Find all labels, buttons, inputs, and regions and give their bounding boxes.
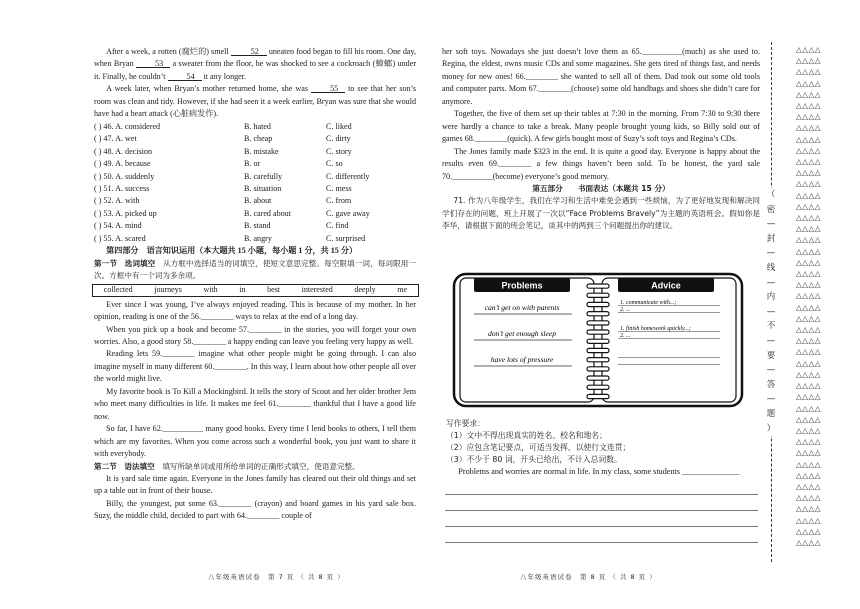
option-c[interactable]: C. dirty [326, 134, 351, 144]
seal-char: （ [766, 190, 776, 200]
writing-opening-sentence: Problems and worries are normal in life. In my class, some students ______________ [458, 467, 740, 476]
triangle-row: △△△△ [796, 235, 822, 245]
seal-char: — [766, 219, 776, 230]
option-b[interactable]: B. situation [244, 183, 282, 193]
seal-char: 题 [766, 408, 776, 419]
blank-number: 53 [155, 59, 164, 69]
seal-char: 不 [766, 321, 776, 332]
blank-number: 54 [186, 71, 195, 81]
seal-char: — [766, 277, 776, 288]
option-c[interactable]: C. surprised [326, 233, 366, 243]
option-b[interactable]: B. hated [244, 121, 271, 131]
option-a[interactable]: A. with [115, 196, 140, 206]
seal-char: 密 [766, 204, 776, 215]
option-a[interactable]: A. picked up [115, 208, 157, 218]
blank-52[interactable] [231, 46, 267, 56]
triangle-row: △△△△ [796, 112, 822, 122]
option-cell [94, 233, 244, 245]
triangle-row: △△△△ [796, 45, 822, 54]
option-row [94, 183, 416, 195]
option-a[interactable]: A. considered [115, 121, 161, 131]
right-page [442, 46, 760, 233]
word-box-item: collected [103, 284, 133, 294]
option-c[interactable]: C. differently [326, 171, 370, 181]
spiral-ring [587, 376, 609, 380]
yard-sale-paragraph-2: Billy, the youngest, put some 63.________ (crayon) and board games in his yard sale box. Suzy, the middle child, decided to part with 64.________ couple of [94, 498, 416, 521]
triangle-row: △△△△ [796, 123, 822, 133]
option-row [94, 208, 416, 220]
option-cell [94, 171, 244, 183]
option-cell [94, 208, 244, 220]
option-a[interactable]: A. because [115, 159, 151, 169]
option-a[interactable]: A. decision [115, 146, 153, 156]
section1-instructions: 从方框中选择适当的词填空，使短文意思完整。每空限填一词，每词限用一次。方框中有一个词为多余项。 [94, 258, 417, 281]
option-row [94, 158, 416, 170]
option-b[interactable]: B. mistake [244, 146, 279, 156]
seal-char: 线 [766, 262, 776, 273]
answer-line-2[interactable] [445, 510, 758, 511]
triangle-row: △△△△ [796, 515, 822, 525]
seal-char: — [766, 365, 776, 376]
advice-item: 1. finish homework quickly...; [620, 326, 691, 332]
seal-char: 封 [766, 233, 776, 244]
answer-line-4[interactable] [445, 542, 758, 543]
triangle-row: △△△△ [796, 358, 822, 368]
triangle-row: △△△△ [796, 179, 822, 189]
question-71: 71. 作为八年级学生，我们在学习和生活中难免会遇到一些烦恼，为了更好地发现和解决同学们存在的问题，班上开展了一次以“Face Problems Bravely”为主题的英语班会。假如你是李华，请根据下面的班会笔记，谈其中的两到三个问题提出你的建议。 [442, 196, 760, 231]
triangle-row: △△△△ [796, 392, 822, 402]
triangle-row: △△△△ [796, 325, 822, 335]
triangle-row: △△△△ [796, 157, 822, 167]
yard-sale-paragraph-5: The Jones family made $323 in the end. It is quite a good day. Everyone is happy about the results even 69.________ a few things haven’t been sold. To be honest, the yard sale 70.__________(become) everyone’s good memory. [442, 146, 760, 181]
triangle-row: △△△△ [796, 448, 822, 458]
requirements-title: 写作要求： [446, 419, 485, 428]
option-a[interactable]: A. suddenly [115, 171, 155, 181]
question-number: ( ) 47. [94, 134, 114, 144]
spiral-ring [587, 284, 609, 288]
triangle-row: △△△△ [796, 369, 822, 379]
yard-sale-paragraph-3: her soft toys. Nowadays she just doesn’t love them as 65.__________(much) as she used to. Regina, the eldest, owns music CDs and some magazines. She gets tired of things fast, and needs money for new ones! 66.________ she wanted to sell all of them. Dad took out some old tools and computer parts. Mom 67.________(choose) some old handbags and shoes she didn’t care for anymore. [442, 47, 760, 106]
option-cell [94, 220, 244, 232]
option-a[interactable]: A. scared [115, 233, 146, 243]
word-box-item: with [203, 284, 218, 294]
page-footer-left: 八年级英语试卷 第 7 页 （ 共 8 页 ） [208, 573, 345, 581]
option-row [94, 195, 416, 207]
spiral-ring [587, 348, 609, 352]
triangle-row: △△△△ [796, 414, 822, 424]
blank-number: 52 [250, 47, 259, 56]
triangle-row: △△△△ [796, 481, 822, 491]
seal-char: — [766, 306, 776, 317]
question-number: ( ) 50. [94, 171, 114, 181]
requirement-1: （1）文中不得出现真实的姓名、校名和地名； [446, 431, 607, 440]
question-number: ( ) 48. [94, 146, 114, 156]
spiral-ring [587, 367, 609, 371]
text: to see that her son’s room was clean and tidy. However, if she had seen it a week earlier, Bryan was sure that she would have had a heart attack (心脏病发作). [94, 84, 416, 119]
triangle-row: △△△△ [796, 168, 822, 178]
answer-line-1[interactable] [445, 494, 758, 495]
answer-line-3[interactable] [445, 526, 758, 527]
reading-paragraph-4: My favorite book is To Kill a Mockingbird. It tells the story of Scout and her older brother Jem who meet many difficulties in life. It makes me feel 61.________ thankful that I have a good life now. [94, 386, 416, 421]
option-cell [94, 183, 244, 195]
seal-char: — [766, 394, 776, 405]
option-b[interactable]: B. or [244, 159, 261, 169]
spiral-ring [587, 330, 609, 334]
advice-item: 2. ... [620, 333, 631, 339]
triangle-row: △△△△ [796, 56, 822, 66]
blank-number: 55 [330, 84, 339, 94]
word-box-item: deeply [354, 284, 376, 294]
question-number: ( ) 55. [94, 233, 114, 243]
triangle-row: △△△△ [796, 78, 822, 88]
option-c[interactable]: C. story [326, 146, 352, 156]
word-box [92, 284, 419, 297]
option-b[interactable]: B. stand [244, 221, 271, 231]
triangle-row: △△△△ [796, 145, 822, 155]
cloze-paragraph-2 [94, 83, 416, 120]
multiple-choice-options [94, 121, 416, 246]
yard-sale-paragraph-1: It is yard sale time again. Everyone in the Jones family has cleared out their old things and set up a table out in front of their house. [94, 473, 416, 496]
word-box-item: best [267, 284, 281, 294]
question-number: ( ) 49. [94, 159, 114, 169]
option-row [94, 220, 416, 232]
text: uneaten food began to fill his room. One day, when Bryan [94, 47, 416, 69]
left-page [94, 46, 416, 523]
triangle-row: △△△△ [796, 347, 822, 357]
option-row [94, 121, 416, 133]
part5-title: 第五部分 书面表达（本题共 15 分） [532, 183, 670, 193]
option-row [94, 146, 416, 158]
option-c[interactable]: C. liked [326, 121, 352, 131]
advice-item: 2. ... [620, 307, 631, 313]
problem-item: have lots of pressure [490, 355, 554, 364]
option-cell [94, 121, 244, 133]
advice-item: 1. communicate with...; [620, 300, 677, 306]
text: After a week, a rotten (腐烂的) smell [106, 47, 231, 56]
spiral-ring [587, 312, 609, 316]
section2-heading [94, 461, 416, 473]
seal-line-notice [763, 188, 779, 436]
option-cell [94, 158, 244, 170]
triangle-row: △△△△ [796, 280, 822, 290]
option-c[interactable]: C. so [326, 159, 343, 169]
option-cell [94, 195, 244, 207]
seal-char: 答 [766, 379, 776, 390]
page-footer-right: 八年级英语试卷 第 8 页 （ 共 8 页 ） [520, 573, 657, 581]
seal-char: — [766, 335, 776, 346]
text: it any longer. [201, 71, 247, 81]
section2-instructions: 填写所缺单词或用所给单词的正确形式填空，使语意完整。 [162, 461, 360, 471]
triangle-row: △△△△ [796, 381, 822, 391]
advice-title: Advice [651, 280, 681, 291]
word-box-item: me [397, 284, 408, 294]
option-b[interactable]: B. cared about [244, 208, 291, 218]
spiral-ring [587, 321, 609, 325]
triangle-row: △△△△ [796, 493, 822, 503]
option-cell [94, 133, 244, 145]
section2-title: 第二节 语法填空 [94, 461, 155, 471]
option-a[interactable]: A. success [115, 183, 150, 193]
problem-item: can’t get on with parents [484, 303, 560, 312]
triangle-row: △△△△ [796, 537, 822, 547]
seal-char: ） [766, 423, 776, 434]
triangle-row: △△△△ [796, 403, 822, 413]
option-row [94, 233, 416, 245]
option-cell [94, 146, 244, 158]
triangle-row: △△△△ [796, 313, 822, 323]
triangle-row: △△△△ [796, 425, 822, 435]
option-row [94, 171, 416, 183]
triangle-row: △△△△ [796, 67, 822, 77]
question-number: ( ) 52. [94, 196, 114, 206]
problems-title: Problems [501, 280, 543, 291]
part4-title: 第四部分 语言知识运用（本大题共 15 小题，每小题 1 分，共 15 分） [106, 246, 358, 256]
blank-55[interactable] [311, 83, 345, 93]
requirement-3: （3）不少于 80 词，开头已给出，不计入总词数。 [446, 455, 622, 464]
yard-sale-paragraph-4: Together, the five of them set up their tables at 7:30 in the morning. From 7:30 to 9:30 there were hardly a chance to take a break. Many people brought young kids, so Billy sold out of games 68.________(quick). A few girls bought most of Suzy’s soft toys and Regina’s CDs. [442, 109, 760, 144]
reading-paragraph-5: So far, I have 62.__________ many good books. Every time I lend books to others, I tell them which are my favorites. When you come across such a wonderful book, you just want to share it with everybody. [94, 424, 416, 459]
section1-heading [94, 258, 416, 283]
spiral-ring [587, 358, 609, 362]
spiral-ring [587, 293, 609, 297]
blank-54[interactable] [168, 71, 202, 81]
word-box-item: journeys [154, 284, 182, 294]
word-box-item: interested [301, 284, 333, 294]
triangle-border [796, 44, 844, 548]
notebook-illustration [452, 270, 744, 410]
spiral-ring [587, 385, 609, 389]
option-b[interactable]: B. about [244, 196, 272, 206]
option-row [94, 133, 416, 145]
option-c[interactable]: C. mess [326, 183, 352, 193]
triangle-row: △△△△ [796, 201, 822, 211]
option-b[interactable]: B. carefully [244, 171, 283, 181]
triangle-row: △△△△ [796, 213, 822, 223]
seal-char: 要 [766, 350, 776, 361]
blank-53[interactable] [136, 58, 170, 68]
triangle-row: △△△△ [796, 437, 822, 447]
triangle-row: △△△△ [796, 101, 822, 111]
text: a sweater from the floor, he was shocked to see a cockroach (蟑螂) under it. Finally, he couldn’t [94, 59, 417, 81]
reading-paragraph-3: Reading lets 59.________ imagine what other people might be going through. I can also imagine myself in many different 60.________. In this way, I learn about how other people all over the world might live. [94, 349, 416, 384]
option-a[interactable]: A. wet [115, 134, 137, 144]
triangle-row: △△△△ [796, 526, 822, 536]
seal-char: 内 [766, 292, 776, 303]
right-page-outline [602, 278, 736, 402]
question-number: ( ) 46. [94, 121, 114, 131]
triangle-row: △△△△ [796, 89, 822, 99]
option-b[interactable]: B. cheap [244, 134, 273, 144]
triangle-row: △△△△ [796, 224, 822, 234]
question-number: ( ) 53. [94, 208, 114, 218]
option-a[interactable]: A. mind [115, 221, 142, 231]
problem-item: don’t get enough sleep [487, 329, 557, 338]
option-c[interactable]: C. gave away [326, 208, 370, 218]
writing-requirements [446, 418, 756, 478]
triangle-row: △△△△ [796, 134, 822, 144]
requirement-2: （2）应包含笔记要点，可适当发挥，以使行文连贯； [446, 443, 631, 452]
triangle-row: △△△△ [796, 459, 822, 469]
option-c[interactable]: C. find [326, 221, 349, 231]
option-b[interactable]: B. angry [244, 233, 272, 243]
reading-paragraph-2: When you pick up a book and become 57.________ in the stories, you will forget your own worries. Also, a good story 58.________ a happy ending can leave you feeling very happy as well. [94, 324, 416, 346]
triangle-row: △△△△ [796, 291, 822, 301]
question-number: ( ) 54. [94, 221, 114, 231]
triangle-row: △△△△ [796, 336, 822, 346]
section1-title: 第一节 选词填空 [94, 258, 156, 268]
triangle-row: △△△△ [796, 470, 822, 480]
triangle-row: △△△△ [796, 302, 822, 312]
option-c[interactable]: C. from [326, 196, 352, 206]
triangle-row: △△△△ [796, 504, 822, 514]
spiral-ring [587, 302, 609, 306]
text: A week later, when Bryan’s mother returned home, she was [106, 84, 312, 94]
triangle-row: △△△△ [796, 269, 822, 279]
question-number: ( ) 51. [94, 183, 114, 193]
spiral-ring [587, 339, 609, 343]
seal-char: — [766, 248, 776, 259]
cloze-paragraph-1 [94, 46, 416, 83]
triangle-row: △△△△ [796, 246, 822, 256]
word-box-item: in [239, 284, 246, 294]
triangle-row: △△△△ [796, 257, 822, 267]
reading-paragraph-1: Ever since I was young, I’ve always enjoyed reading. This is because of my mother. In her opinion, reading is one of the 56.________ ways to relax at the end of a long day. [94, 299, 416, 322]
triangle-row: △△△△ [796, 190, 822, 200]
spiral-ring [587, 394, 609, 398]
